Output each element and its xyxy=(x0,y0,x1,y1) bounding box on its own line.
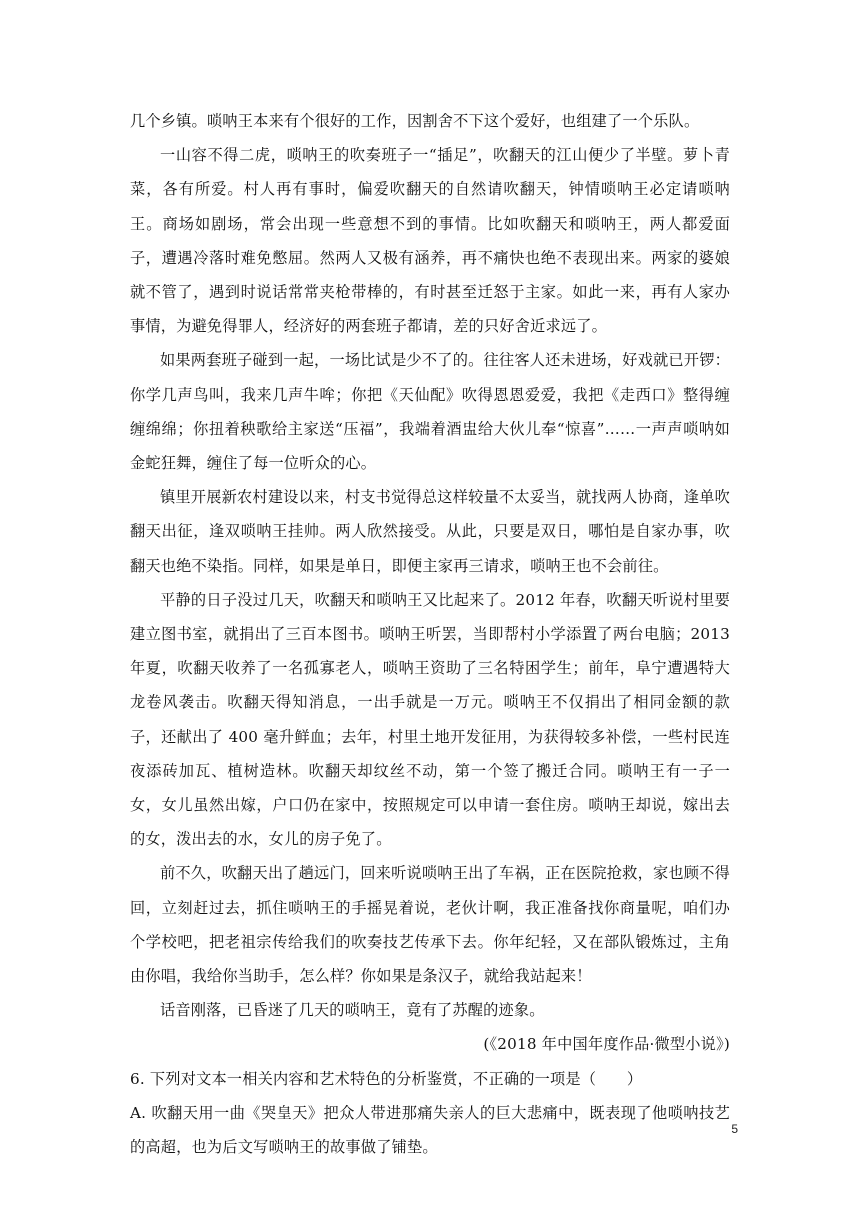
question-6: 6. 下列对文本一相关内容和艺术特色的分析鉴赏，不正确的一项是（ ） xyxy=(130,1069,643,1088)
paragraph-charity: 平静的日子没过几天，吹翻天和唢呐王又比起来了。2012 年春，吹翻天听说村里要建立图书室，就捐出了三百本图书。唢呐王听罢，当即帮村小学添置了两台电脑；2013 年夏，吹翻天收养了一名孤寡老人，唢呐王资助了三名特困学生；前年，阜宁遭遇特大龙卷风袭击。吹翻天得知消息，一出手就是一万元。唢呐王不仅捐出了相同金额的款子，还献出了 400 毫升鲜血；去年，村里土地开发征用，为获得较多补偿，一些村民连夜添砖加瓦、植树造林。吹翻天却纹丝不动，第一个签了搬迁合同。唢呐王有一子一女，女儿虽然出嫁，户口仍在家中，按照规定可以申请一套住房。唢呐王却说，嫁出去的女，泼出去的水，女儿的房子免了。 xyxy=(130,590,730,849)
paragraph-agreement: 镇里开展新农村建设以来，村支书觉得总这样较量不太妥当，就找两人协商，逢单吹翻天出征，逢双唢呐王挂帅。两人欣然接受。从此，只要是双日，哪怕是自家办事，吹翻天也绝不染指。同样，如果是单日，即便主家再三请求，唢呐王也不会前往。 xyxy=(130,488,730,575)
source-citation: (《2018 年中国年度作品·微型小说》) xyxy=(483,1035,730,1054)
article-body xyxy=(130,104,730,1164)
paragraph-continuation: 几个乡镇。唢呐王本来有个很好的工作，因割舍不下这个爱好，也组建了一个乐队。 xyxy=(130,112,700,130)
paragraph-contest: 如果两套班子碰到一起，一场比试是少不了的。往往客人还未进场，好戏就已开锣：你学几声鸟叫，我来几声牛哞；你把《天仙配》吹得恩恩爱爱，我把《走西口》整得缠缠绵绵；你扭着秧歌给主家送“压福”，我端着酒盅给大伙儿奉“惊喜”……一声声唢呐如金蛇狂舞，缠住了每一位听众的心。 xyxy=(130,351,730,473)
paragraph-rivalry: 一山容不得二虎，唢呐王的吹奏班子一“插足”，吹翻天的江山便少了半壁。萝卜青菜，各有所爱。村人再有事时，偏爱吹翻天的自然请吹翻天，钟情唢呐王必定请唢呐王。商场如剧场，常会出现一些意想不到的事情。比如吹翻天和唢呐王，两人都爱面子，遭遇冷落时难免憋屈。然两人又极有涵养，再不痛快也绝不表现出来。两家的婆娘就不管了，遇到时说话常常夹枪带棒的，有时甚至迁怒于主家。如此一来，再有人家办事情，为避免得罪人，经济好的两套班子都请，差的只好舍近求远了。 xyxy=(130,146,730,336)
paragraph-ending: 话音刚落，已昏迷了几天的唢呐王，竟有了苏醒的迹象。 xyxy=(160,1001,545,1020)
option-a: A. 吹翻天用一曲《哭皇天》把众人带进那痛失亲人的巨大悲痛中，既表现了他唢呐技艺的高超，也为后文写唢呐王的故事做了铺垫。 xyxy=(130,1103,730,1157)
page-number: 5 xyxy=(731,1122,738,1136)
paragraph-accident: 前不久，吹翻天出了趟远门，回来听说唢呐王出了车祸，正在医院抢救，家也顾不得回，立刻赶过去，抓住唢呐王的手摇晃着说，老伙计啊，我正准备找你商量呢，咱们办个学校吧，把老祖宗传给我们的吹奏技艺传承下去。你年纪轻，又在部队锻炼过，主角由你唱，我给你当助手，怎么样？你如果是条汉子，就给我站起来！ xyxy=(130,864,730,986)
